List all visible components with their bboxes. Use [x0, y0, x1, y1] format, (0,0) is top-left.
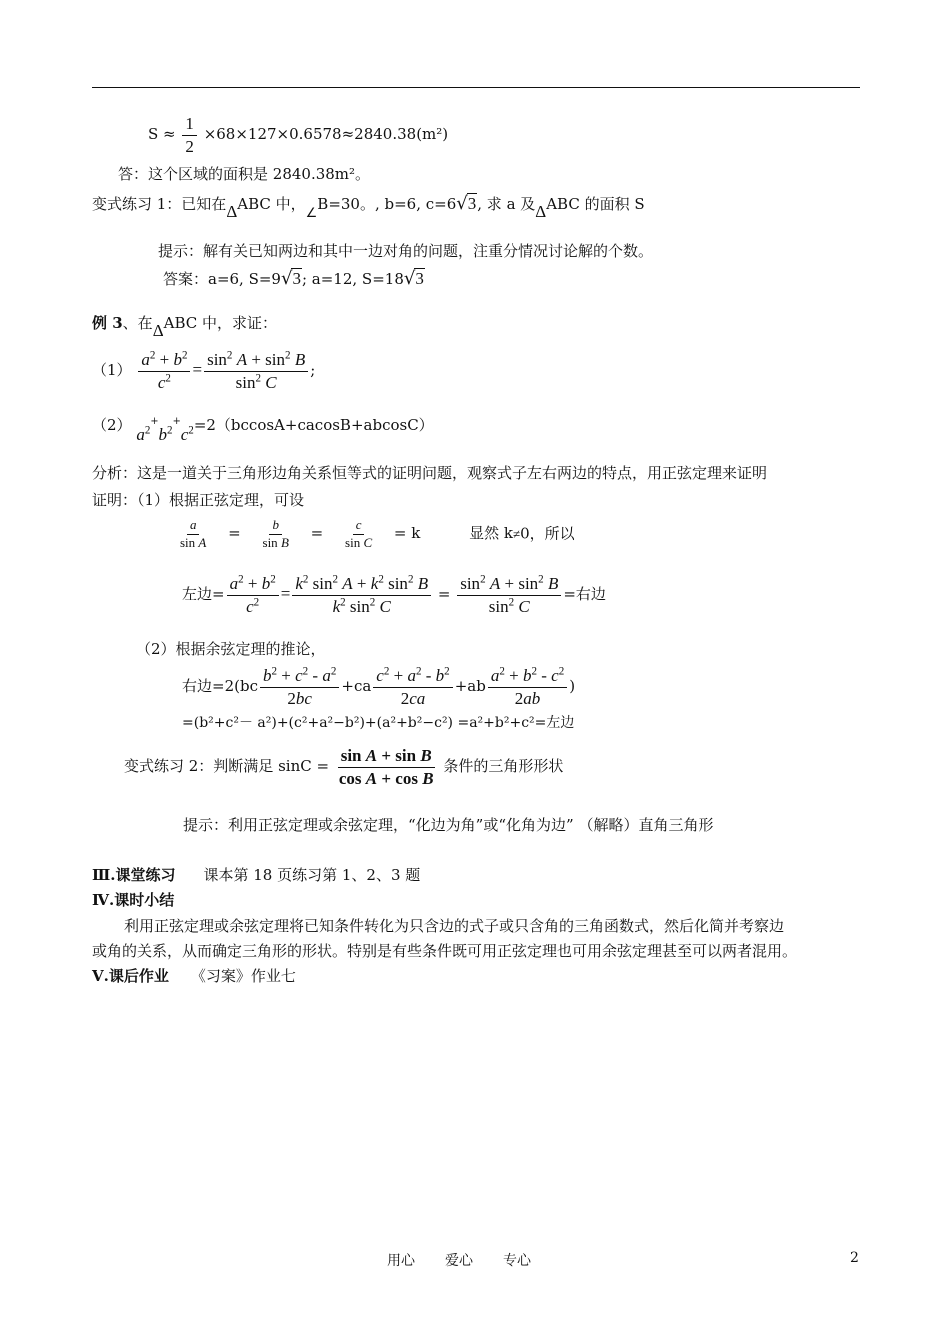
page-number: 2	[850, 1250, 859, 1266]
answer-variant-1: 答案：a=6, S=9√3; a=12, S=18√3	[163, 268, 424, 289]
summary-line-2: 或角的关系，从而确定三角形的形状。特别是有些条件既可用正弦定理也可用余弦定理甚至可以两者混用。	[92, 942, 798, 960]
header-rule	[92, 87, 860, 88]
rhs-expansion: =(b²+c²－ a²)+(c²+a²−b²)+(a²+b²−c²) =a²+b²+c²=左边	[182, 715, 575, 731]
answer-area: 答：这个区域的面积是 2840.38m²。	[118, 165, 371, 183]
hint-1: 提示：解有关已知两边和其中一边对角的问题，注重分情况讨论解的个数。	[158, 242, 654, 260]
section-homework: Ⅴ.课后作业 《习案》作业七	[92, 967, 296, 985]
summary-line-1: 利用正弦定理或余弦定理将已知条件转化为只含边的式子或只含角的三角函数式，然后化简并考察边	[124, 917, 785, 935]
hint-2: 提示：利用正弦定理或余弦定理，“化边为角”或“化角为边” （解略）直角三角形	[183, 816, 714, 834]
rhs-transform: 右边=2(bc $\frac{b^2 + c^2 - a^2}{2bc}$ +ca $\frac{c^2 + a^2 - b^2}{2ca}$ +ab $\frac{a^2 + b^2 - c^2}{2ab}$ )	[182, 665, 576, 708]
footer-motto: 用心 爱心 专心	[387, 1253, 531, 1269]
variant-exercise-2: 变式练习 2：判断满足 sinC = $\frac{\text{sin A + sin B}}{\text{cos A + cos B}}$ 条件的三角形形状	[124, 746, 564, 788]
area-formula: S ≈ $\frac{1}{2}$ ×68×127×0.6578≈2840.38(m²)	[148, 114, 449, 156]
proof-1: 证明：（1）根据正弦定理，可设	[92, 491, 305, 509]
lhs-transform: 左边= $\frac{a^2 + b^2}{c^2}$ = $\frac{k^2 \sin^2 A + k^2 \sin^2 B}{k^2 \sin^2 C}$ = $\frac{\sin^2 A + \sin^2 B}{\sin^2 C}$ =右边	[182, 573, 606, 616]
example-3: 例 3、在ΔABC 中，求证：	[92, 314, 278, 340]
proof-2: （2）根据余弦定理的推论，	[136, 640, 326, 658]
sine-law-ratio: $\frac{a}{\text{sin A}}$ = $\frac{b}{\text{sin B}}$ = $\frac{c}{\text{sin C}}$ = k 显然 k≠0，所以	[180, 517, 575, 550]
section-class-practice: Ⅲ.课堂练习 课本第 18 页练习第 1、2、3 题	[92, 866, 421, 884]
analysis: 分析：这是一道关于三角形边角关系恒等式的证明问题，观察式子左右两边的特点，用正弦定理来证明	[92, 464, 768, 482]
equation-2: （2） $a^{2+}b^{2+}c^2=2(bccosA+cacosB+abcosC)$	[92, 416, 434, 444]
section-summary-heading: Ⅳ.课时小结	[92, 891, 175, 909]
equation-1: （1） $\frac{a^2 + b^2}{c^2}$ = $\frac{\sin^2 A + \sin^2 B}{\sin^2 C}$ ;	[92, 349, 316, 392]
variant-exercise-1: 变式练习 1：已知在ΔABC 中，∠B=30。, b=6, c=6√3, 求 a 及ΔABC 的面积 S	[92, 193, 645, 221]
